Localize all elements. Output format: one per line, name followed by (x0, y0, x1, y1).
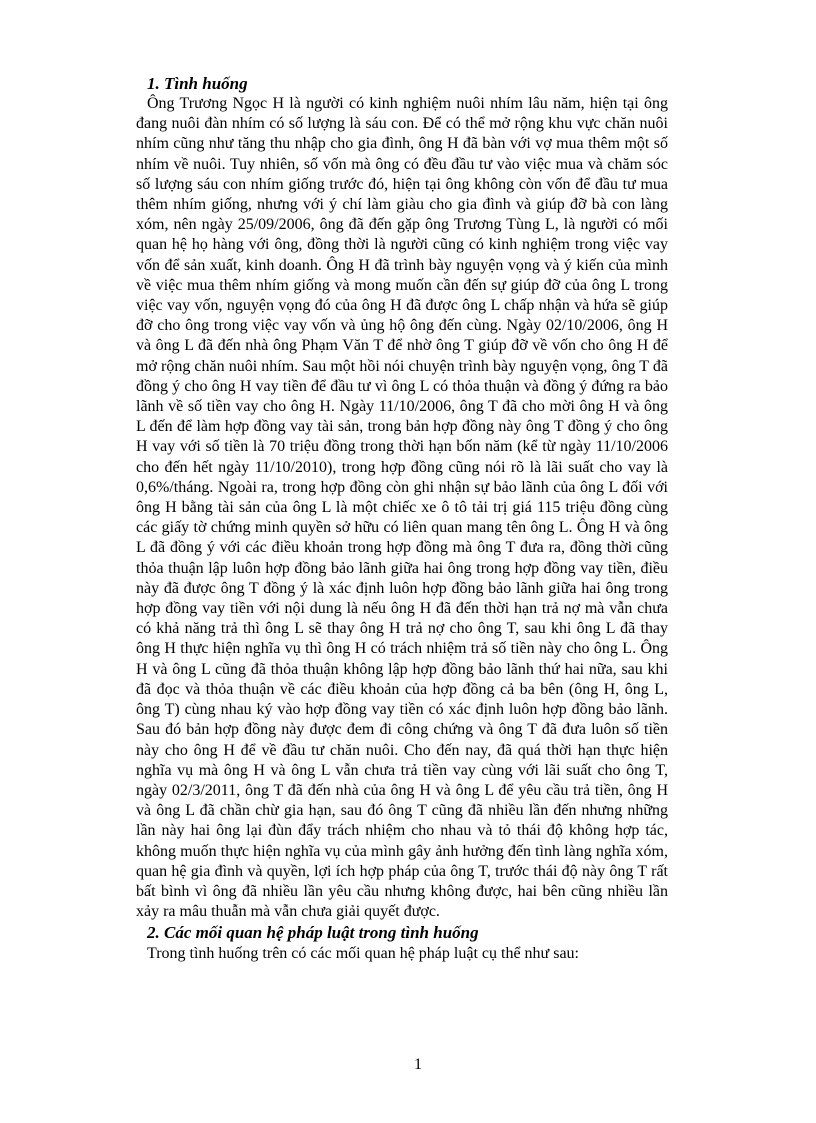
section-heading-legal-relations: 2. Các mối quan hệ pháp luật trong tình huống (147, 923, 479, 943)
page-number (0, 1055, 816, 1075)
document-content (136, 73, 668, 965)
situation-paragraph: Ông Trương Ngọc H là người có kinh nghiệm nuôi nhím lâu năm, hiện tại ông đang nuôi đàn nhím có số lượng là sáu con. Để có thể mở rộng khu vực chăn nuôi nhím cũng như tăng thu nhập cho gia đình, ông H đã bàn với vợ mua thêm một số nhím về nuôi. Tuy nhiên, số vốn mà ông có đều đầu tư vào việc mua và chăm sóc số lượng sáu con nhím giống trước đó, hiện tại ông không còn vốn để đầu tư mua thêm nhím giống, nhưng với ý chí làm giàu cho gia đình và giúp đỡ bà con làng xóm, nên ngày 25/09/2006, ông đã đến gặp ông Trương Tùng L, là người có mối quan hệ họ hàng với ông, đồng thời là người cũng có kinh nghiệm trong việc vay vốn để sản xuất, kinh doanh. Ông H đã trình bày nguyện vọng và ý kiến của mình về việc mua thêm nhím giống và mong muốn cần đến sự giúp đỡ của ông L trong việc vay vốn, nguyện vọng đó của ông H đã được ông L chấp nhận và hứa sẽ giúp đỡ cho ông trong việc vay vốn và ủng hộ ông đến cùng. Ngày 02/10/2006, ông H và ông L đã đến nhà ông Phạm Văn T để nhờ ông T giúp đỡ về vốn cho ông H để mở rộng chăn nuôi nhím. Sau một hồi nói chuyện trình bày nguyện vọng, ông T đã đồng ý cho ông H vay tiền để đầu tư vì ông L có thỏa thuận và đồng ý đứng ra bảo lãnh về số tiền vay cho ông H. Ngày 11/10/2006, ông T đã cho mời ông H và ông L đến để làm hợp đồng vay tài sản, trong bản hợp đồng này ông T đồng ý cho ông H vay với số tiền là 70 triệu đồng trong thời hạn bốn năm (kể từ ngày 11/10/2006 cho đến hết ngày 11/10/2010), trong hợp đồng cũng nói rõ là lãi suất cho vay là 0,6%/tháng. Ngoài ra, trong hợp đồng còn ghi nhận sự bảo lãnh của ông L đối với ông H bằng tài sản của ông L là một chiếc xe ô tô tải trị giá 115 triệu đồng cùng các giấy tờ chứng minh quyền sở hữu có liên quan mang tên ông L. Ông H và ông L đã đồng ý với các điều khoản trong hợp đồng mà ông T đưa ra, đồng thời cũng thỏa thuận lập luôn hợp đồng bảo lãnh giữa hai ông trong hợp đồng vay tiền, điều này đã được ông T đồng ý là xác định luôn hợp đồng bảo lãnh giữa hai ông trong hợp đồng vay tiền với nội dung là nếu ông H đã đến thời hạn trả nợ mà vẫn chưa có khả năng trả thì ông L sẽ thay ông H trả nợ cho ông T, sau khi ông L đã thay ông H thực hiện nghĩa vụ thì ông H có trách nhiệm trả số tiền này cho ông L. Ông H và ông L cũng đã thỏa thuận không lập hợp đồng bảo lãnh thứ hai nữa, sau khi đã đọc và thỏa thuận về các điều khoản của hợp đồng cả ba bên (ông H, ông L, ông T) cùng nhau ký vào hợp đồng vay tiền có xác định luôn hợp đồng bảo lãnh. Sau đó bản hợp đồng này được đem đi công chứng và ông T đã đưa luôn số tiền này cho ông H để về đầu tư chăn nuôi. Cho đến nay, đã quá thời hạn thực hiện nghĩa vụ mà ông H và ông L vẫn chưa trả tiền vay cùng với lãi suất cho ông T, ngày 02/3/2011, ông T đã đến nhà của ông H và ông L để yêu cầu trả tiền, ông H và ông L đã chần chừ gia hạn, sau đó ông T cũng đã nhiều lần đến nhưng những lần này hai ông lại đùn đẩy trách nhiệm cho nhau và tỏ thái độ không hợp tác, không muốn thực hiện nghĩa vụ của mình gây ảnh hưởng đến tình làng nghĩa xóm, quan hệ gia đình và quyền, lợi ích hợp pháp của ông T, trước thái độ này ông T rất bất bình vì ông đã nhiều lần yêu cầu nhưng không được, hai bên cũng nhiều lần xảy ra mâu thuẫn mà vẫn chưa giải quyết được. (136, 95, 668, 921)
page-number-text: 1 (414, 1056, 422, 1073)
legal-relations-intro: Trong tình huống trên có các mối quan hệ pháp luật cụ thể như sau: (147, 945, 579, 963)
section-heading-situation: 1. Tình huống (147, 74, 248, 93)
